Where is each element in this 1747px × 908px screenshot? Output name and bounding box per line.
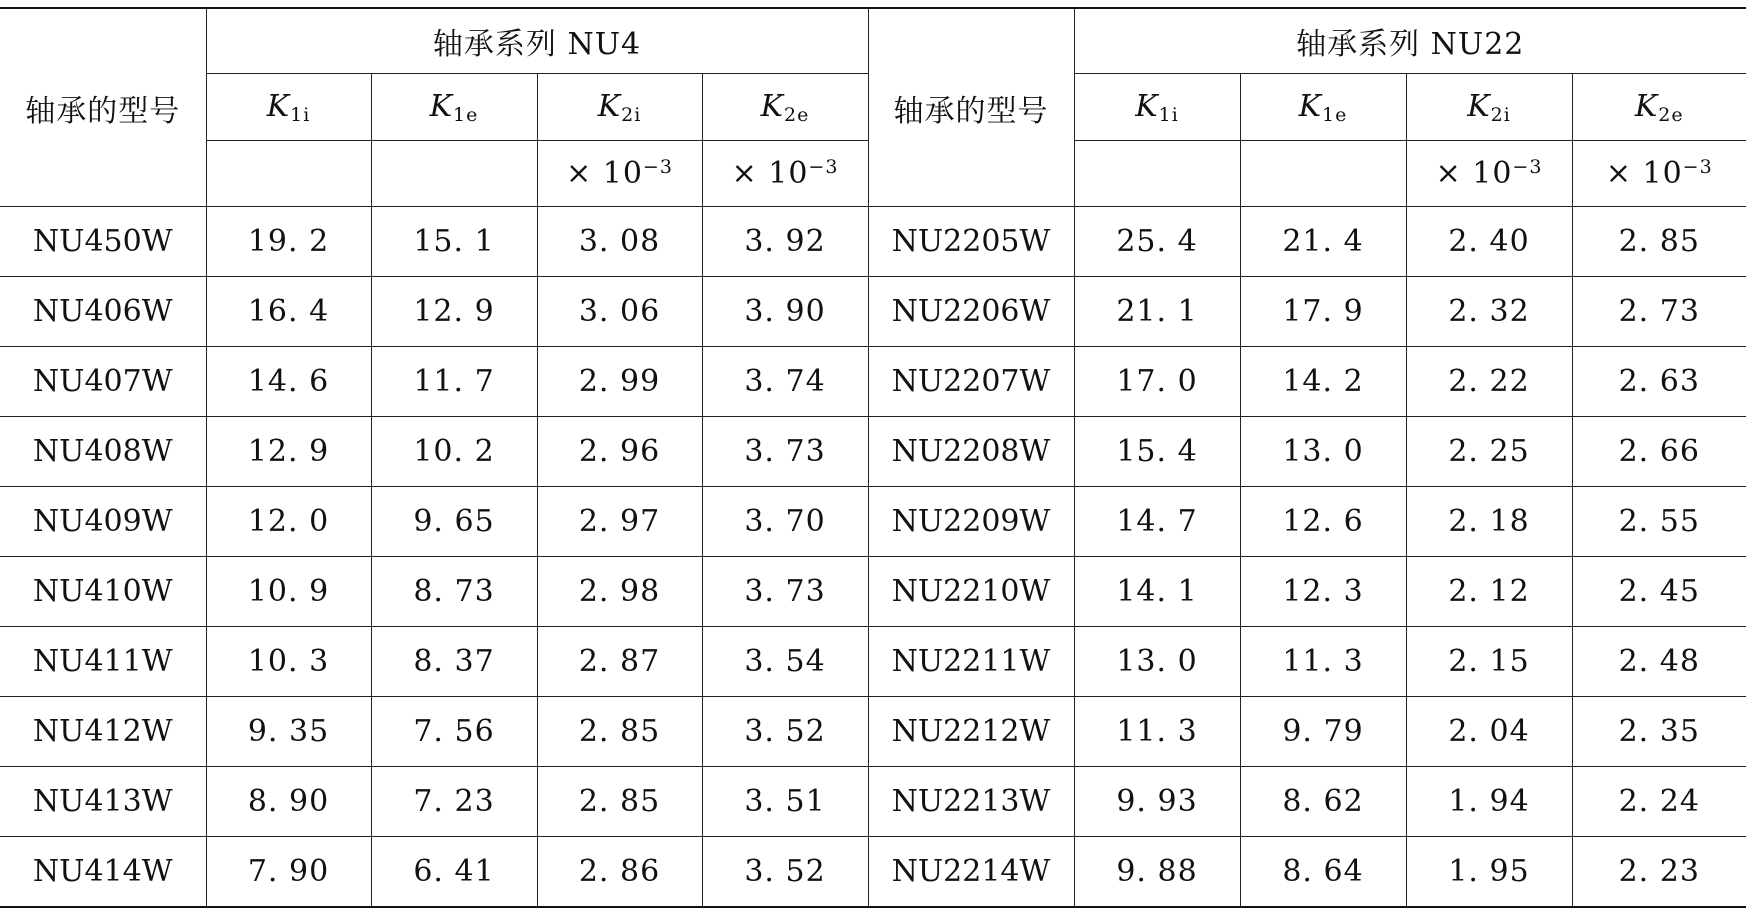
k1e-value-nu4: 9. 65 [371,487,537,557]
k2e-value-nu22: 2. 73 [1572,277,1746,347]
k1e-value-nu4: 12. 9 [371,277,537,347]
col-symbol [1572,74,1746,141]
unit-scale-exponent: −3 [808,156,839,178]
bearing-model-nu22: NU2214W [868,837,1074,908]
k2e-value-nu4: 3. 73 [702,557,868,627]
k2i-value-nu4: 2. 97 [537,487,702,557]
k2i-value-nu22: 2. 15 [1406,627,1572,697]
k1e-value-nu22: 21. 4 [1240,207,1406,277]
col-symbol-sub: 2e [784,103,810,126]
k1e-value-nu22: 9. 79 [1240,697,1406,767]
k2i-value-nu22: 1. 94 [1406,767,1572,837]
k1e-value-nu4: 10. 2 [371,417,537,487]
col-symbol [1240,74,1406,141]
k2e-value-nu4: 3. 92 [702,207,868,277]
k1i-value-nu4: 14. 6 [206,347,371,417]
bearing-model-nu22: NU2208W [868,417,1074,487]
k2e-value-nu4: 3. 70 [702,487,868,557]
unit-scale [537,141,702,207]
k2e-value-nu22: 2. 48 [1572,627,1746,697]
table-row [0,487,1746,557]
unit-scale [1572,141,1746,207]
unit-cell-empty [1240,141,1406,207]
k1e-value-nu4: 8. 73 [371,557,537,627]
k2e-value-nu22: 2. 66 [1572,417,1746,487]
k2i-value-nu4: 2. 99 [537,347,702,417]
k1e-value-nu22: 12. 6 [1240,487,1406,557]
unit-scale-exponent: −3 [1512,156,1543,178]
bearing-model-nu4: NU413W [0,767,206,837]
col-symbol-letter: K [1467,88,1491,124]
col-symbol-letter: K [1135,88,1159,124]
k2i-value-nu22: 1. 95 [1406,837,1572,908]
table-row [0,207,1746,277]
series-title-nu22: 轴承系列 NU22 [1074,8,1746,74]
bearing-model-nu4: NU450W [0,207,206,277]
table-row [0,347,1746,417]
k1e-value-nu4: 8. 37 [371,627,537,697]
k2e-value-nu22: 2. 24 [1572,767,1746,837]
k1i-value-nu4: 12. 9 [206,417,371,487]
k2i-value-nu22: 2. 40 [1406,207,1572,277]
col-symbol-letter: K [760,88,785,124]
col-symbol-letter: K [597,88,622,124]
bearing-model-nu22: NU2206W [868,277,1074,347]
k1e-value-nu4: 7. 56 [371,697,537,767]
k1i-value-nu4: 9. 35 [206,697,371,767]
bearing-model-nu22: NU2213W [868,767,1074,837]
unit-scale [702,141,868,207]
table-row [0,767,1746,837]
k1i-value-nu22: 11. 3 [1074,697,1240,767]
k1e-value-nu4: 11. 7 [371,347,537,417]
k2e-value-nu4: 3. 74 [702,347,868,417]
k1e-value-nu4: 15. 1 [371,207,537,277]
series-title-nu4: 轴承系列 NU4 [206,8,868,74]
k1e-value-nu22: 17. 9 [1240,277,1406,347]
col-symbol-letter: K [429,88,454,124]
bearing-model-nu22: NU2210W [868,557,1074,627]
col-symbol-sub: 1i [1158,103,1179,126]
k2i-value-nu22: 2. 22 [1406,347,1572,417]
col-symbol [371,74,537,141]
k1i-value-nu4: 19. 2 [206,207,371,277]
table-row [0,277,1746,347]
k2e-value-nu4: 3. 52 [702,697,868,767]
k2i-value-nu4: 2. 87 [537,627,702,697]
bearing-model-nu22: NU2211W [868,627,1074,697]
k2e-value-nu22: 2. 23 [1572,837,1746,908]
unit-cell-empty [371,141,537,207]
k1i-value-nu22: 14. 1 [1074,557,1240,627]
table-row [0,697,1746,767]
unit-scale [1406,141,1572,207]
k1i-value-nu22: 21. 1 [1074,277,1240,347]
k2e-value-nu4: 3. 52 [702,837,868,908]
col-symbol [537,74,702,141]
col-symbol [1074,74,1240,141]
unit-scale-base: × 10 [731,156,809,191]
k1e-value-nu4: 6. 41 [371,837,537,908]
k2i-value-nu4: 3. 06 [537,277,702,347]
col-symbol-sub: 2i [621,103,642,126]
bearing-model-nu22: NU2209W [868,487,1074,557]
k1i-value-nu4: 12. 0 [206,487,371,557]
k1e-value-nu22: 8. 64 [1240,837,1406,908]
k1i-value-nu4: 10. 9 [206,557,371,627]
k2e-value-nu22: 2. 55 [1572,487,1746,557]
unit-scale-exponent: −3 [1682,156,1713,178]
k1i-value-nu22: 9. 93 [1074,767,1240,837]
k1i-value-nu22: 14. 7 [1074,487,1240,557]
k2i-value-nu22: 2. 12 [1406,557,1572,627]
k2i-value-nu4: 2. 85 [537,697,702,767]
k1e-value-nu22: 14. 2 [1240,347,1406,417]
k2e-value-nu4: 3. 73 [702,417,868,487]
unit-scale-base: × 10 [1435,156,1513,191]
bearing-model-nu4: NU412W [0,697,206,767]
k1i-value-nu22: 13. 0 [1074,627,1240,697]
table-row [0,837,1746,908]
k1i-value-nu4: 10. 3 [206,627,371,697]
unit-scale-base: × 10 [566,156,643,191]
unit-scale-base: × 10 [1605,156,1683,191]
model-header-right: 轴承的型号 [868,8,1074,207]
k1i-value-nu4: 16. 4 [206,277,371,347]
col-symbol-sub: 2e [1658,103,1684,126]
bearing-model-nu4: NU409W [0,487,206,557]
k2e-value-nu4: 3. 90 [702,277,868,347]
col-symbol-letter: K [266,88,291,124]
k1e-value-nu22: 13. 0 [1240,417,1406,487]
col-symbol [1406,74,1572,141]
col-symbol-sub: 1e [1322,103,1348,126]
k2i-value-nu22: 2. 18 [1406,487,1572,557]
k2i-value-nu22: 2. 04 [1406,697,1572,767]
k1i-value-nu22: 25. 4 [1074,207,1240,277]
bearing-model-nu4: NU408W [0,417,206,487]
k2e-value-nu22: 2. 45 [1572,557,1746,627]
bearing-model-nu4: NU411W [0,627,206,697]
k2i-value-nu4: 2. 96 [537,417,702,487]
col-symbol-letter: K [1298,88,1323,124]
bearing-model-nu22: NU2212W [868,697,1074,767]
table-row [0,557,1746,627]
k2e-value-nu22: 2. 63 [1572,347,1746,417]
k1e-value-nu22: 8. 62 [1240,767,1406,837]
k2i-value-nu4: 3. 08 [537,207,702,277]
k2i-value-nu22: 2. 25 [1406,417,1572,487]
model-header-left: 轴承的型号 [0,8,206,207]
k2i-value-nu22: 2. 32 [1406,277,1572,347]
k2i-value-nu4: 2. 98 [537,557,702,627]
k1i-value-nu22: 15. 4 [1074,417,1240,487]
bearing-model-nu4: NU410W [0,557,206,627]
k2i-value-nu4: 2. 86 [537,837,702,908]
col-symbol-sub: 2i [1490,103,1511,126]
col-symbol-sub: 1i [290,103,311,126]
k1i-value-nu22: 17. 0 [1074,347,1240,417]
table-container [0,7,1746,908]
col-symbol [206,74,371,141]
table-row [0,417,1746,487]
k1i-value-nu4: 8. 90 [206,767,371,837]
unit-cell-empty [1074,141,1240,207]
k2e-value-nu22: 2. 35 [1572,697,1746,767]
k2e-value-nu4: 3. 51 [702,767,868,837]
bearing-model-nu22: NU2205W [868,207,1074,277]
col-symbol-letter: K [1634,88,1659,124]
k2e-value-nu22: 2. 85 [1572,207,1746,277]
k1e-value-nu22: 12. 3 [1240,557,1406,627]
k1i-value-nu4: 7. 90 [206,837,371,908]
bearing-model-nu4: NU406W [0,277,206,347]
k2e-value-nu4: 3. 54 [702,627,868,697]
bearing-coefficient-table [0,7,1746,908]
table-row [0,627,1746,697]
k1e-value-nu4: 7. 23 [371,767,537,837]
unit-scale-exponent: −3 [642,156,673,178]
header-row-series [0,8,1746,74]
k1e-value-nu22: 11. 3 [1240,627,1406,697]
col-symbol [702,74,868,141]
bearing-model-nu4: NU407W [0,347,206,417]
k2i-value-nu4: 2. 85 [537,767,702,837]
col-symbol-sub: 1e [453,103,479,126]
bearing-model-nu22: NU2207W [868,347,1074,417]
bearing-model-nu4: NU414W [0,837,206,908]
k1i-value-nu22: 9. 88 [1074,837,1240,908]
unit-cell-empty [206,141,371,207]
